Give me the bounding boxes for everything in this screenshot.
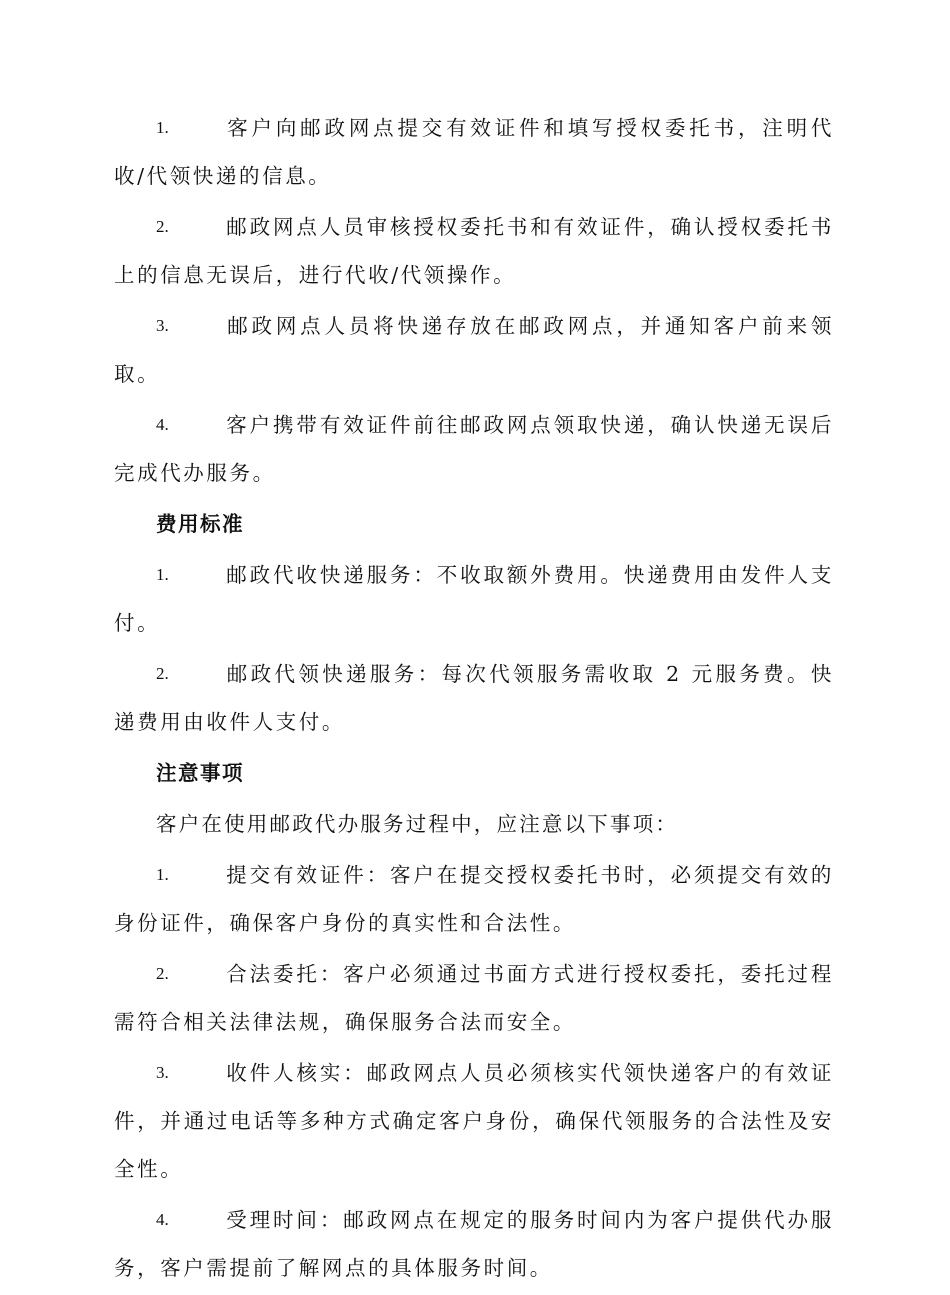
note-item: [114, 1196, 834, 1292]
procedure-item: [114, 401, 834, 497]
item-text: 邮政网点人员将快递存放在邮政网点，并通知客户前来领取。: [114, 314, 834, 386]
item-number: 4.: [156, 415, 169, 434]
item-text: 客户向邮政网点提交有效证件和填写授权委托书，注明代收/代领快递的信息。: [114, 116, 834, 188]
item-text: 合法委托：客户必须通过书面方式进行授权委托，委托过程需符合相关法律法规，确保服务合法而安全。: [114, 962, 834, 1034]
note-item: [114, 851, 834, 947]
fee-item: [114, 650, 834, 746]
item-number: 3.: [156, 1063, 169, 1082]
item-number: 1.: [156, 565, 169, 584]
document-body: [114, 104, 834, 1295]
item-text: 邮政网点人员审核授权委托书和有效证件，确认授权委托书上的信息无误后，进行代收/代领操作。: [114, 215, 834, 287]
item-text: 邮政代领快递服务：每次代领服务需收取 2 元服务费。快递费用由收件人支付。: [114, 662, 834, 734]
fee-item: [114, 551, 834, 647]
item-text: 受理时间：邮政网点在规定的服务时间内为客户提供代办服务，客户需提前了解网点的具体服务时间。: [114, 1208, 834, 1280]
item-number: 2.: [156, 664, 169, 683]
fees-heading: 费用标准: [156, 512, 244, 536]
item-number: 1.: [156, 865, 169, 884]
item-number: 2.: [156, 217, 169, 236]
item-number: 4.: [156, 1210, 169, 1229]
item-number: 3.: [156, 316, 169, 335]
item-number: 2.: [156, 964, 169, 983]
notes-heading: 注意事项: [156, 761, 244, 785]
item-text: 提交有效证件：客户在提交授权委托书时，必须提交有效的身份证件，确保客户身份的真实性和合法性。: [114, 863, 834, 935]
note-item: [114, 950, 834, 1046]
item-text: 收件人核实：邮政网点人员必须核实代领快递客户的有效证件，并通过电话等多种方式确定客户身份，确保代领服务的合法性及安全性。: [114, 1061, 834, 1181]
item-text: 邮政代收快递服务：不收取额外费用。快递费用由发件人支付。: [114, 563, 834, 635]
procedure-item: [114, 203, 834, 299]
note-item: [114, 1049, 834, 1193]
notes-intro: 客户在使用邮政代办服务过程中，应注意以下事项：: [156, 812, 679, 836]
item-number: 1.: [156, 118, 169, 137]
procedure-item: [114, 104, 834, 200]
item-text: 客户携带有效证件前往邮政网点领取快递，确认快递无误后完成代办服务。: [114, 413, 834, 485]
procedure-item: [114, 302, 834, 398]
